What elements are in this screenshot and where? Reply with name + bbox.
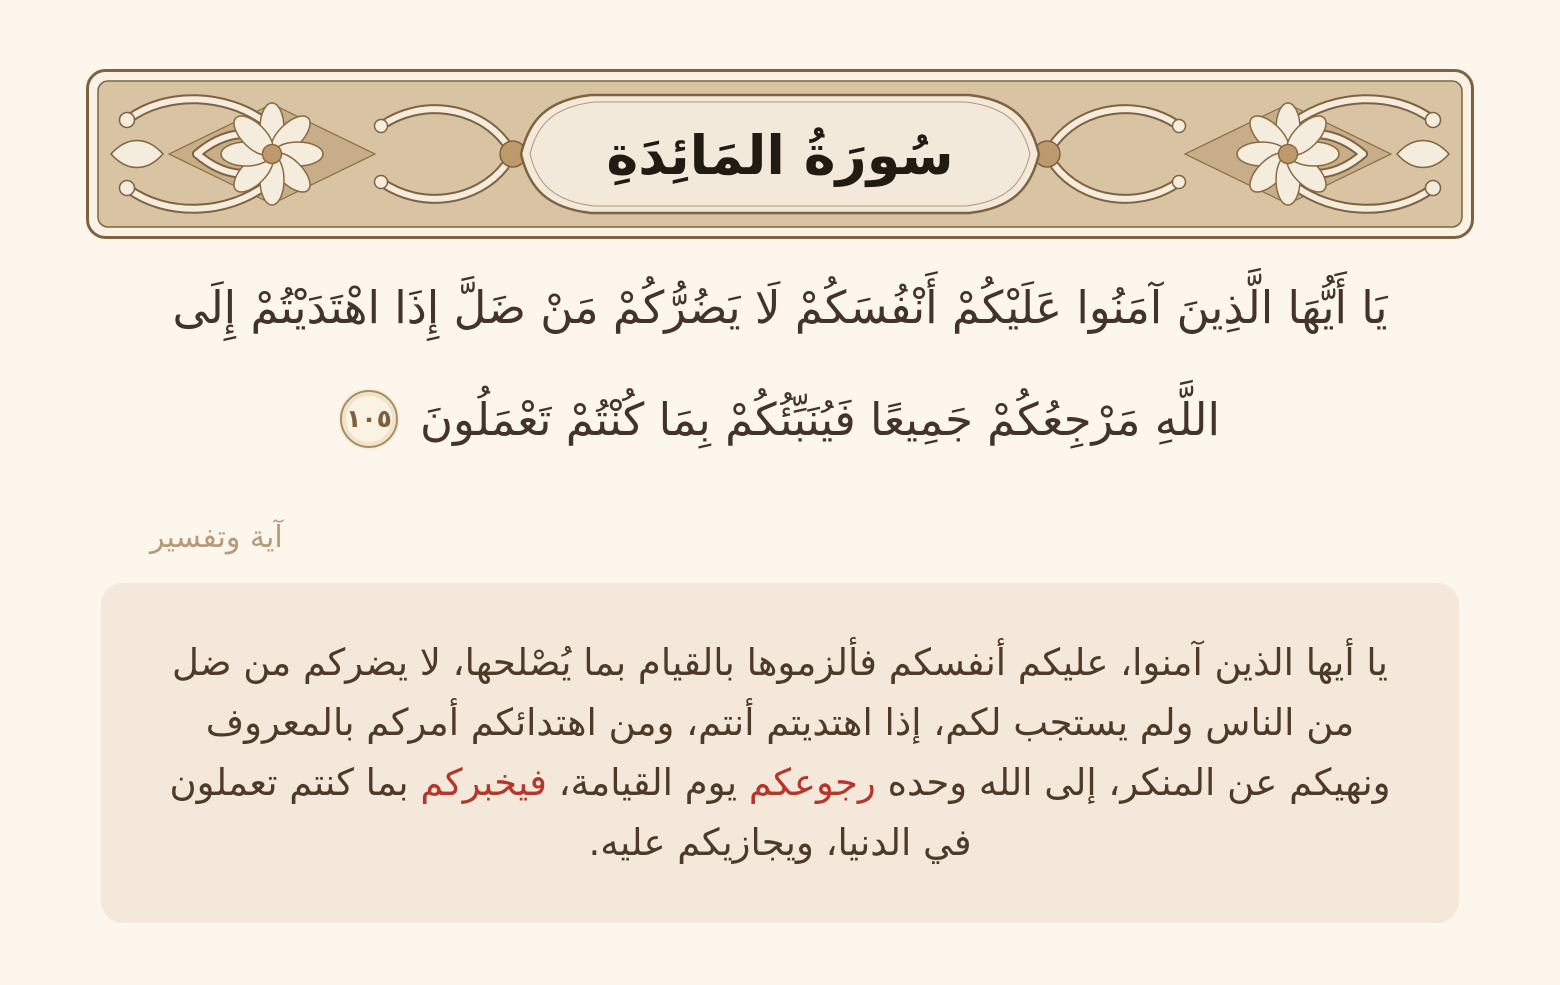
section-label: آية وتفسير [150, 520, 283, 555]
verse-line-2-text: اللَّهِ مَرْجِعُكُمْ جَمِيعًا فَيُنَبِّئُكُمْ بِمَا كُنْتُمْ تَعْمَلُونَ [419, 393, 1220, 446]
quran-verse-card-page [0, 68, 1560, 985]
tafsir-paragraph [165, 633, 1395, 873]
tafsir-box [101, 583, 1459, 923]
tafsir-text-segment: بما كنتم تعملون في الدنيا، ويجازيكم عليه. [169, 760, 972, 864]
verse-block [0, 252, 1560, 476]
ayah-number: ١٠٥ [346, 404, 392, 433]
verse-line-2 [0, 364, 1560, 476]
tafsir-text-segment: يوم القيامة، [546, 760, 749, 804]
banner-ornament-graphic [85, 68, 1475, 240]
tafsir-text-segment: يا أيها الذين آمنوا، عليكم أنفسكم فألزموها بالقيام بما يُصْلحها، لا يضركم من ضل من الناس ولم يستجب لكم، إذا اهتديتم أنتم، ومن اهتدائكم أمركم بالمعروف ونهيكم عن المنكر، إلى الله وحده [172, 641, 1391, 804]
verse-line-1: يَا أَيُّهَا الَّذِينَ آمَنُوا عَلَيْكُمْ أَنْفُسَكُمْ لَا يَضُرُّكُمْ مَنْ ضَلَّ إِذَا اهْتَدَيْتُمْ إِلَى [172, 281, 1388, 334]
surah-title: سُورَةُ المَائِدَةِ [606, 124, 954, 187]
tafsir-highlighted-word: فيخبركم [420, 760, 547, 804]
ayah-number-medallion [340, 390, 398, 448]
tafsir-highlighted-word: رجوعكم [748, 760, 876, 804]
rosette-flower-icon [221, 103, 323, 205]
surah-header-banner [85, 68, 1475, 240]
